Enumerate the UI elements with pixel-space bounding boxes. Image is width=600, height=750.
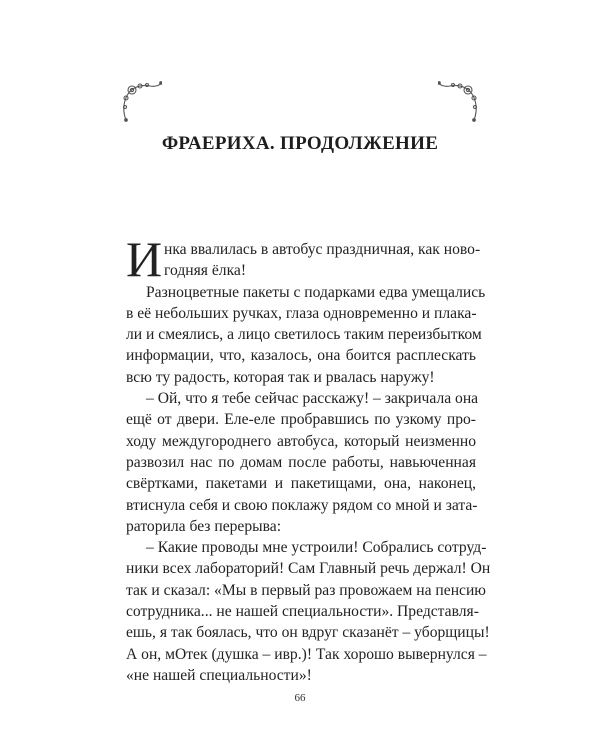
text-line: раторила без перерыва: [126,517,282,535]
text-line: Разноцветные пакеты с подарками едва умещались [146,283,486,301]
text-line: ещё от двери. Еле-еле пробравшись по узкому про- [126,411,476,429]
text-line: сотрудника... не нашей специальности». Представля- [126,603,479,621]
text-line: годняя ёлка! [164,262,247,280]
text-line: нка ввалилась в автобус праздничная, как ново- [164,241,481,258]
text-line: – Какие проводы мне устроили! Собрались сотруд- [146,539,487,557]
corner-ornament-left-icon [120,80,162,122]
chapter-title: ФРАЕРИХА. ПРОДОЛЖЕНИЕ [161,133,439,154]
drop-cap: И [126,231,163,287]
corner-ornament-right-icon [438,80,480,122]
text-line: ли и смеялись, а лицо светилось таким переизбытком [126,326,482,344]
page-number: 66 [294,692,306,704]
text-line: А он, мОтек (душка – ивр.)! Так хорошо вывернулся – [126,645,487,663]
body-text [126,231,491,686]
text-line: информации, что, казалось, она боится расплескать [126,347,476,365]
text-line: так и сказал: «Мы в первый раз провожаем на пенсию [126,581,486,599]
text-line: в её небольших ручках, глаза одновременно и плака- [126,304,477,322]
text-line: втиснула себя и свою поклажу рядом со мной и зата- [126,496,478,514]
text-line: ешь, я так боялась, что он вдруг сказанёт – уборщицы! [126,624,490,642]
text-line: развозил нас по домам после работы, навьюченная [126,453,476,471]
text-line: – Ой, что я тебе сейчас расскажу! – закричала она [146,390,479,408]
text-line: свёртками, пакетами и пакетищами, она, наконец, [126,475,476,493]
text-line: ходу междугороднего автобуса, который неизменно [126,432,476,450]
text-line: «не нашей специальности»! [126,666,312,684]
text-line: всю ту радость, которая так и рвалась наружу! [126,368,435,386]
text-line: ники всех лабораторий! Сам Главный речь держал! Он [126,560,491,578]
